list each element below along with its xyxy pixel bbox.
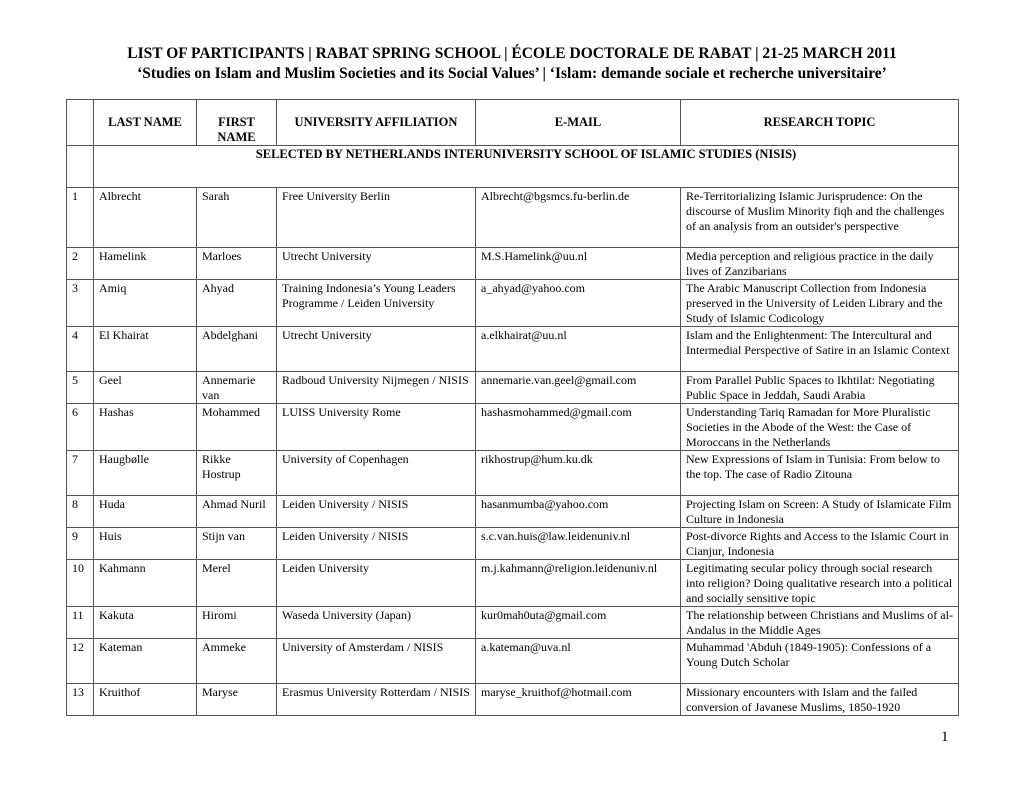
university-affiliation: Utrecht University [277,248,476,280]
section-row [67,146,959,188]
research-topic: Muhammad 'Abduh (1849-1905): Confessions of a Young Dutch Scholar [681,639,959,684]
table-row [67,451,959,496]
first-name: Maryse [197,684,277,716]
table-row [67,188,959,248]
page-number: 1 [941,729,949,745]
university-affiliation: Free University Berlin [277,188,476,248]
last-name: Kruithof [94,684,197,716]
email-address: a_ahyad@yahoo.com [476,280,681,327]
university-affiliation: LUISS University Rome [277,404,476,451]
participant-number: 2 [67,248,94,280]
first-name: Sarah [197,188,277,248]
table-row [67,280,959,327]
email-address: Albrecht@bgsmcs.fu-berlin.de [476,188,681,248]
column-header-last-name: LAST NAME [94,100,197,146]
first-name: Rikke Hostrup [197,451,277,496]
last-name: Hamelink [94,248,197,280]
first-name: Merel [197,560,277,607]
last-name: Geel [94,372,197,404]
participant-number: 9 [67,528,94,560]
research-topic: New Expressions of Islam in Tunisia: From below to the top. The case of Radio Zitouna [681,451,959,496]
first-name: Ahmad Nuril [197,496,277,528]
email-address: s.c.van.huis@law.leidenuniv.nl [476,528,681,560]
last-name: Albrecht [94,188,197,248]
column-header-research-topic: RESEARCH TOPIC [681,100,959,146]
email-address: a.elkhairat@uu.nl [476,327,681,372]
section-title: SELECTED BY NETHERLANDS INTERUNIVERSITY SCHOOL OF ISLAMIC STUDIES (NISIS) [94,146,959,188]
university-affiliation: Utrecht University [277,327,476,372]
participant-number: 5 [67,372,94,404]
research-topic: Media perception and religious practice in the daily lives of Zanzibarians [681,248,959,280]
research-topic: The Arabic Manuscript Collection from Indonesia preserved in the University of Leiden Library and the Study of Islamic Codicology [681,280,959,327]
first-name: Ahyad [197,280,277,327]
first-name: Stijn van [197,528,277,560]
table-row [67,607,959,639]
email-address: annemarie.van.geel@gmail.com [476,372,681,404]
research-topic: The relationship between Christians and Muslims of al-Andalus in the Middle Ages [681,607,959,639]
last-name: Amiq [94,280,197,327]
participant-number: 1 [67,188,94,248]
column-header-email: E-MAIL [476,100,681,146]
last-name: Huis [94,528,197,560]
last-name: Huda [94,496,197,528]
document-title: LIST OF PARTICIPANTS | RABAT SPRING SCHOOL | ÉCOLE DOCTORALE DE RABAT | 21-25 MARCH 2011 [127,45,897,62]
university-affiliation: Leiden University / NISIS [277,528,476,560]
participant-number: 4 [67,327,94,372]
last-name: Hashas [94,404,197,451]
email-address: M.S.Hamelink@uu.nl [476,248,681,280]
university-affiliation: University of Copenhagen [277,451,476,496]
participant-number: 8 [67,496,94,528]
participant-number: 3 [67,280,94,327]
university-affiliation: Training Indonesia’s Young Leaders Programme / Leiden University [277,280,476,327]
university-affiliation: Erasmus University Rotterdam / NISIS [277,684,476,716]
email-address: kur0mah0uta@gmail.com [476,607,681,639]
table-row [67,684,959,716]
last-name: Kahmann [94,560,197,607]
first-name: Annemarie van [197,372,277,404]
first-name: Ammeke [197,639,277,684]
participants-table [66,99,959,716]
research-topic: Projecting Islam on Screen: A Study of Islamicate Film Culture in Indonesia [681,496,959,528]
first-name: Abdelghani [197,327,277,372]
university-affiliation: Leiden University [277,560,476,607]
table-row [67,248,959,280]
table-row [67,404,959,451]
table-row [67,560,959,607]
column-header-affiliation: UNIVERSITY AFFILIATION [277,100,476,146]
last-name: Kakuta [94,607,197,639]
participant-number: 11 [67,607,94,639]
table-row [67,327,959,372]
research-topic: Missionary encounters with Islam and the failed conversion of Javanese Muslims, 1850-1920 [681,684,959,716]
last-name: Kateman [94,639,197,684]
document-subtitle: ‘Studies on Islam and Muslim Societies and its Social Values’ | ‘Islam: demande sociale et recherche universitaire’ [137,65,887,82]
university-affiliation: Radboud University Nijmegen / NISIS [277,372,476,404]
table-row [67,639,959,684]
email-address: hashasmohammed@gmail.com [476,404,681,451]
research-topic: From Parallel Public Spaces to Ikhtilat: Negotiating Public Space in Jeddah, Saudi Arabia [681,372,959,404]
table-row [67,496,959,528]
university-affiliation: Leiden University / NISIS [277,496,476,528]
first-name: Hiromi [197,607,277,639]
university-affiliation: Waseda University (Japan) [277,607,476,639]
university-affiliation: University of Amsterdam / NISIS [277,639,476,684]
table-row [67,372,959,404]
column-header-number [67,100,94,146]
research-topic: Post-divorce Rights and Access to the Islamic Court in Cianjur, Indonesia [681,528,959,560]
research-topic: Re-Territorializing Islamic Jurisprudence: On the discourse of Muslim Minority fiqh and the challenges of an analysis from an outsider's perspective [681,188,959,248]
participant-number: 12 [67,639,94,684]
participant-number: 10 [67,560,94,607]
section-spacer-cell [67,146,94,188]
table-row [67,528,959,560]
last-name: Haugbølle [94,451,197,496]
first-name: Mohammed [197,404,277,451]
research-topic: Understanding Tariq Ramadan for More Pluralistic Societies in the Abode of the West: the Case of Moroccans in the Netherlands [681,404,959,451]
research-topic: Islam and the Enlightenment: The Intercultural and Intermedial Perspective of Satire in an Islamic Context [681,327,959,372]
table-header-row [67,100,959,146]
column-header-first-name: FIRST NAME [197,100,277,146]
email-address: m.j.kahmann@religion.leidenuniv.nl [476,560,681,607]
last-name: El Khairat [94,327,197,372]
email-address: maryse_kruithof@hotmail.com [476,684,681,716]
email-address: rikhostrup@hum.ku.dk [476,451,681,496]
email-address: a.kateman@uva.nl [476,639,681,684]
email-address: hasanmumba@yahoo.com [476,496,681,528]
participant-number: 7 [67,451,94,496]
participant-number: 13 [67,684,94,716]
first-name: Marloes [197,248,277,280]
participant-number: 6 [67,404,94,451]
research-topic: Legitimating secular policy through social research into religion? Doing qualitative research into a political and socially sensitive topic [681,560,959,607]
